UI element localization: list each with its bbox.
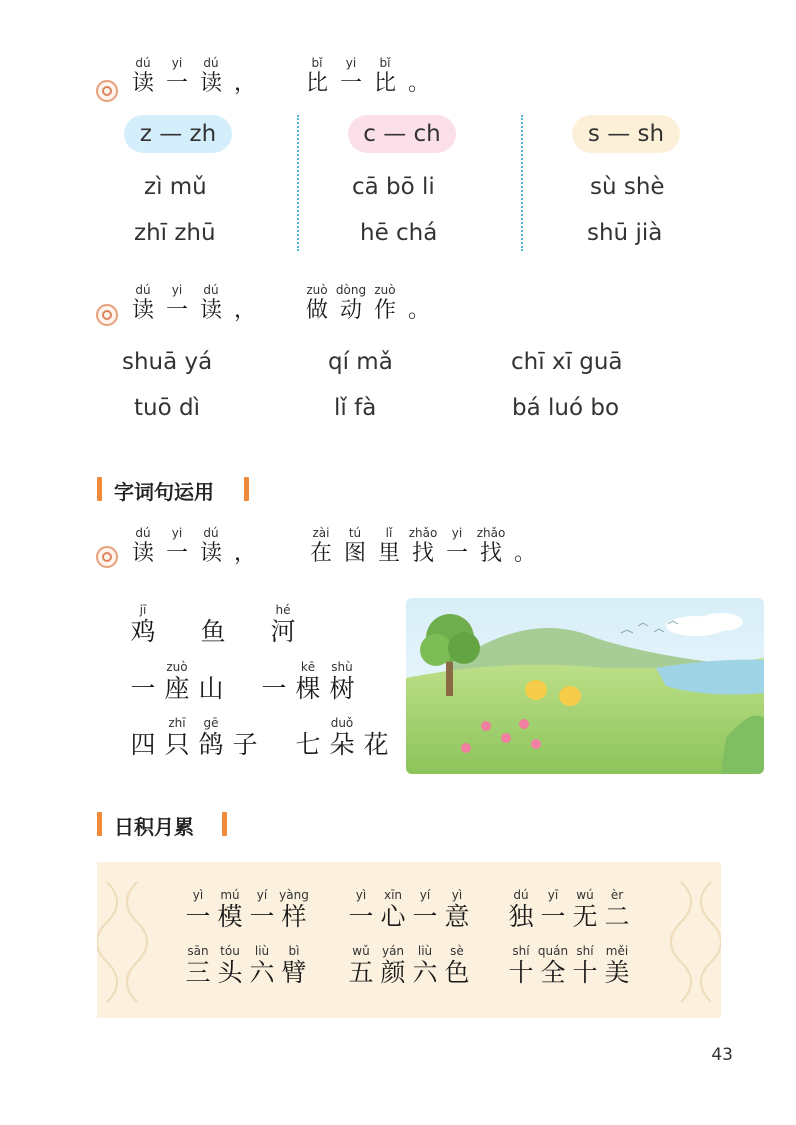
idiom-panel	[97, 862, 721, 1018]
character	[360, 716, 392, 760]
character	[258, 660, 290, 704]
ruby-character	[127, 603, 159, 647]
ruby-character	[441, 526, 473, 568]
hanzi: 找	[479, 541, 502, 566]
ruby-character	[127, 526, 159, 568]
ruby-character	[407, 526, 439, 568]
pinyin-word: shū jià	[587, 220, 663, 246]
hanzi: 鸡	[130, 617, 156, 646]
pinyin-word: chī xī guā	[511, 349, 623, 375]
pinyin: zài	[312, 526, 330, 540]
hanzi: 一	[130, 674, 156, 703]
hanzi: 心	[380, 902, 406, 931]
ruby-character	[569, 944, 601, 988]
pinyin: zhǎo	[476, 526, 506, 540]
hanzi: 一	[165, 298, 188, 323]
hanzi: 美	[604, 958, 630, 987]
hanzi: 臂	[281, 958, 307, 987]
pinyin: dòng	[335, 283, 367, 297]
ruby-character	[195, 526, 227, 568]
hanzi: 朵	[329, 730, 355, 759]
pinyin: dú	[203, 56, 219, 70]
hanzi: ，	[233, 71, 256, 96]
section-heading: 日积月累	[114, 815, 194, 839]
hanzi: 作	[373, 298, 396, 323]
ruby-character	[569, 888, 601, 932]
ruby-character	[537, 944, 569, 988]
ruby-character	[161, 716, 193, 760]
pinyin: yi	[345, 56, 357, 70]
hanzi: 座	[164, 674, 190, 703]
hanzi: 里	[377, 541, 400, 566]
character	[229, 56, 261, 98]
hanzi: ，	[233, 298, 256, 323]
pinyin: zuò	[374, 283, 396, 297]
ruby-character	[505, 888, 537, 932]
ruby-character	[292, 660, 324, 704]
hanzi: 十	[508, 958, 534, 987]
hanzi: 读	[131, 298, 154, 323]
character	[229, 716, 261, 760]
pinyin: zuò	[166, 660, 188, 674]
pinyin	[127, 660, 159, 674]
character	[229, 283, 261, 325]
section-heading: 字词句运用	[114, 480, 214, 504]
pinyin: liù	[254, 944, 270, 958]
pinyin: zhī	[168, 716, 186, 730]
pinyin: tóu	[220, 944, 240, 958]
hanzi: 比	[305, 71, 328, 96]
hanzi: 一	[412, 902, 438, 931]
hanzi: 独	[508, 902, 534, 931]
ruby-character	[377, 944, 409, 988]
hanzi: 五	[348, 958, 374, 987]
ruby-character	[267, 603, 299, 647]
pinyin: yí	[419, 888, 431, 902]
pinyin	[360, 716, 392, 730]
ruby-character	[246, 944, 278, 988]
ruby-character	[326, 660, 358, 704]
heading-bar	[244, 477, 249, 501]
pinyin: xīn	[383, 888, 403, 902]
pinyin	[509, 526, 541, 540]
ruby-character	[182, 888, 214, 932]
hanzi: 鱼	[200, 617, 226, 646]
pinyin-word: bá luó bo	[512, 395, 620, 421]
hanzi: 图	[343, 541, 366, 566]
ruby-character	[195, 56, 227, 98]
pinyin: dú	[135, 526, 151, 540]
pinyin: yì	[451, 888, 463, 902]
hanzi: 一	[348, 902, 374, 931]
hanzi: 一	[445, 541, 468, 566]
ruby-character	[161, 526, 193, 568]
hanzi: 读	[199, 298, 222, 323]
ruby-character	[182, 944, 214, 988]
character	[229, 526, 261, 568]
reading-icon	[96, 546, 118, 568]
pinyin: liù	[417, 944, 433, 958]
pinyin: jī	[139, 603, 147, 617]
pinyin: tú	[348, 526, 362, 540]
hanzi: 。	[407, 71, 430, 96]
hanzi: 在	[309, 541, 332, 566]
ruby-character	[345, 944, 377, 988]
pinyin: quán	[537, 944, 569, 958]
hanzi: 找	[411, 541, 434, 566]
pinyin-word: sù shè	[590, 174, 665, 200]
hanzi: 一	[339, 71, 362, 96]
pinyin: zuò	[306, 283, 328, 297]
ruby-character	[537, 888, 569, 932]
reading-icon	[96, 304, 118, 326]
character	[197, 603, 229, 647]
ruby-character	[214, 888, 246, 932]
ruby-character	[369, 283, 401, 325]
pinyin: kē	[300, 660, 316, 674]
ruby-character	[369, 56, 401, 98]
ruby-character	[246, 888, 278, 932]
ruby-character	[278, 888, 310, 932]
pinyin	[292, 716, 324, 730]
pinyin: dú	[203, 526, 219, 540]
ruby-character	[127, 56, 159, 98]
pinyin: dú	[135, 283, 151, 297]
ruby-character	[335, 283, 367, 325]
hanzi: 六	[412, 958, 438, 987]
ruby-character	[195, 716, 227, 760]
pinyin: èr	[610, 888, 624, 902]
character	[403, 283, 435, 325]
ruby-character	[326, 716, 358, 760]
pinyin: shí	[512, 944, 530, 958]
pinyin: shù	[331, 660, 353, 674]
heading-bar	[222, 812, 227, 836]
ruby-character	[301, 56, 333, 98]
pinyin-word: qí mǎ	[328, 349, 393, 375]
pinyin: lǐ	[385, 526, 393, 540]
pinyin: yàng	[279, 888, 309, 902]
ruby-character	[601, 944, 633, 988]
ruby-character	[441, 944, 473, 988]
ruby-character	[373, 526, 405, 568]
hanzi: 四	[130, 730, 156, 759]
hanzi: 读	[199, 541, 222, 566]
pinyin: dú	[203, 283, 219, 297]
ruby-character	[161, 56, 193, 98]
pinyin: mú	[220, 888, 240, 902]
pinyin: hé	[275, 603, 291, 617]
reading-icon	[96, 80, 118, 102]
pinyin	[229, 716, 261, 730]
pinyin-word: lǐ fà	[334, 395, 377, 421]
ruby-character	[409, 944, 441, 988]
pinyin-word: zì mǔ	[144, 174, 207, 200]
pinyin: yì	[192, 888, 204, 902]
ruby-character	[278, 944, 310, 988]
character	[195, 660, 227, 704]
pair-s-sh: s — sh	[572, 115, 680, 153]
ruby-character	[161, 660, 193, 704]
hanzi: 鸽	[198, 730, 224, 759]
hanzi: 树	[329, 674, 355, 703]
hanzi: 子	[232, 730, 258, 759]
pinyin: yī	[547, 888, 559, 902]
hanzi: 十	[572, 958, 598, 987]
pinyin: yi	[171, 56, 183, 70]
ruby-character	[161, 283, 193, 325]
hanzi: 一	[261, 674, 287, 703]
pinyin: wú	[576, 888, 594, 902]
ruby-character	[601, 888, 633, 932]
pinyin: shí	[576, 944, 594, 958]
pinyin: zhǎo	[408, 526, 438, 540]
pinyin: yi	[451, 526, 463, 540]
ruby-character	[339, 526, 371, 568]
pinyin: sān	[187, 944, 209, 958]
hanzi: 读	[131, 541, 154, 566]
ruby-character	[195, 283, 227, 325]
character	[292, 716, 324, 760]
pinyin: dú	[513, 888, 529, 902]
character	[403, 56, 435, 98]
hanzi: 一	[165, 541, 188, 566]
hanzi: 色	[444, 958, 470, 987]
pinyin-word: hē chá	[360, 220, 438, 246]
hanzi: 头	[217, 958, 243, 987]
column-divider	[521, 115, 523, 251]
hanzi: 。	[407, 298, 430, 323]
hanzi: 二	[604, 902, 630, 931]
ruby-character	[305, 526, 337, 568]
pinyin	[403, 56, 435, 70]
hanzi: 一	[249, 902, 275, 931]
ruby-character	[441, 888, 473, 932]
hanzi: 意	[444, 902, 470, 931]
pinyin: bǐ	[379, 56, 391, 70]
hanzi: 读	[199, 71, 222, 96]
hanzi: 全	[540, 958, 566, 987]
ruby-character	[377, 888, 409, 932]
hanzi: 三	[185, 958, 211, 987]
pair-z-zh: z — zh	[124, 115, 232, 153]
pinyin: dú	[135, 56, 151, 70]
hanzi: 读	[131, 71, 154, 96]
heading-bar	[97, 812, 102, 836]
ruby-character	[214, 944, 246, 988]
pinyin	[127, 716, 159, 730]
hanzi: 山	[198, 674, 224, 703]
hanzi: 七	[295, 730, 321, 759]
pinyin-word: zhī zhū	[134, 220, 216, 246]
ruby-character	[505, 944, 537, 988]
hanzi: 颜	[380, 958, 406, 987]
pinyin-word: cā bō li	[352, 174, 435, 200]
pinyin: gē	[203, 716, 219, 730]
pinyin	[197, 603, 229, 617]
pinyin: yán	[381, 944, 405, 958]
hanzi: 动	[339, 298, 362, 323]
ruby-character	[127, 283, 159, 325]
pinyin-word: tuō dì	[134, 395, 200, 421]
pinyin: měi	[605, 944, 629, 958]
pair-c-ch: c — ch	[348, 115, 456, 153]
hanzi: 棵	[295, 674, 321, 703]
ruby-character	[475, 526, 507, 568]
pinyin	[403, 283, 435, 297]
hanzi: 一	[540, 902, 566, 931]
meadow-illustration	[406, 598, 764, 774]
pinyin: yi	[171, 526, 183, 540]
hanzi: 。	[513, 541, 536, 566]
ruby-character	[335, 56, 367, 98]
pinyin	[195, 660, 227, 674]
page-number: 43	[711, 1045, 733, 1065]
hanzi: 做	[305, 298, 328, 323]
hanzi: 一	[165, 71, 188, 96]
pinyin: yì	[355, 888, 367, 902]
pinyin: sè	[450, 944, 464, 958]
pinyin: bì	[288, 944, 300, 958]
ruby-character	[409, 888, 441, 932]
ruby-character	[345, 888, 377, 932]
hanzi: 一	[185, 902, 211, 931]
pinyin-word: shuā yá	[122, 349, 213, 375]
pinyin	[229, 526, 261, 540]
heading-bar	[97, 477, 102, 501]
pinyin	[258, 660, 290, 674]
pinyin	[229, 56, 261, 70]
pinyin: duǒ	[330, 716, 354, 730]
hanzi: 花	[363, 730, 389, 759]
hanzi: 河	[270, 617, 296, 646]
pinyin: yí	[256, 888, 268, 902]
character	[127, 660, 159, 704]
hanzi: 六	[249, 958, 275, 987]
hanzi: 模	[217, 902, 243, 931]
character	[509, 526, 541, 568]
column-divider	[297, 115, 299, 251]
hanzi: 无	[572, 902, 598, 931]
hanzi: 样	[281, 902, 307, 931]
character	[127, 716, 159, 760]
hanzi: 只	[164, 730, 190, 759]
pinyin: yi	[171, 283, 183, 297]
pinyin: bǐ	[311, 56, 323, 70]
hanzi: ，	[233, 541, 256, 566]
hanzi: 比	[373, 71, 396, 96]
pinyin	[229, 283, 261, 297]
pinyin: wǔ	[352, 944, 370, 958]
ruby-character	[301, 283, 333, 325]
